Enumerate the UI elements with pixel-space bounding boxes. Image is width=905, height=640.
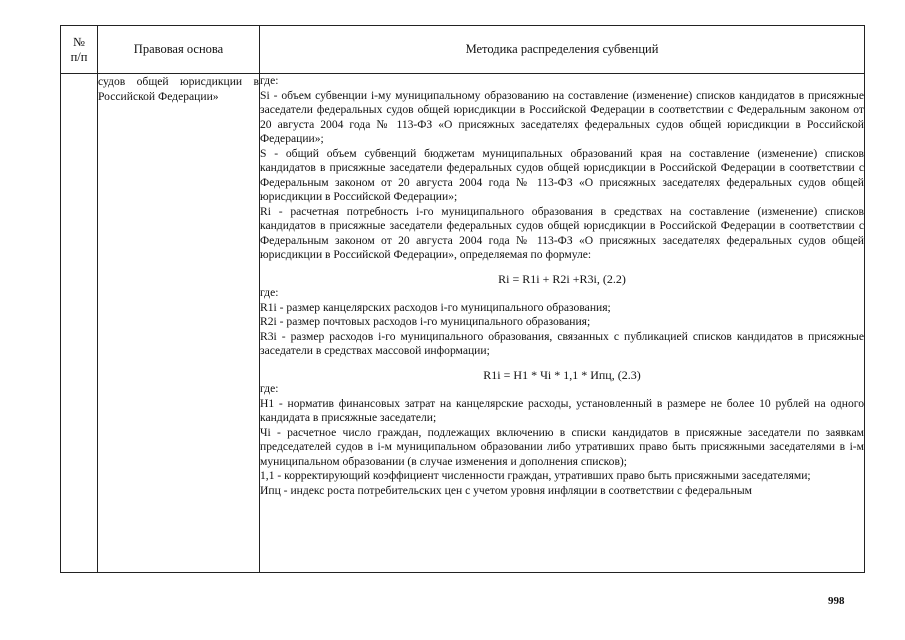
paragraph-r1i: R1i - размер канцелярских расходов i-го муниципального образования;	[260, 300, 611, 314]
table-row	[61, 74, 865, 573]
paragraph-where: где:	[260, 286, 279, 299]
paragraph-r3i: R3i - размер расходов i-го муниципального образования, связанных с публикацией списков кандидатов в присяжные заседатели в средствах массовой информации;	[260, 329, 864, 357]
paragraph-ri: Ri - расчетная потребность i-го муниципального образования в средствах на составление (изменение) списков кандидатов в присяжные заседатели федеральных судов общей юрисдикции в Российской Федерации в соответствии с Федеральным законом от 20 августа 2004 года № 113-ФЗ «О присяжных заседателях федеральных судов общей юрисдикции в Российской Федерации», определяемая по формуле:	[260, 204, 864, 261]
page-number: 998	[828, 595, 845, 607]
formula-2-2: Ri = R1i + R2i +R3i, (2.2)	[498, 271, 626, 286]
paragraph-ipc: Ипц - индекс роста потребительских цен с учетом уровня инфляции в соответствии с федеральным	[260, 483, 753, 497]
paragraph-si: Si - объем субвенции i-му муниципальному образованию на составление (изменение) списков кандидатов в присяжные заседатели федеральных судов общей юрисдикции в Российской Федерации в соответствии с Федеральным законом от 20 августа 2004 года № 113-ФЗ «О присяжных заседателях федеральных судов общей юрисдикции в Российской Федерации»;	[260, 88, 864, 145]
paragraph-where: где:	[260, 382, 279, 395]
paragraph-s: S - общий объем субвенций бюджетам муниципальных образований края на составление (изменение) списков кандидатов в присяжные заседатели федеральных судов общей юрисдикции в Российской Федерации в соответствии с Федеральным законом от 20 августа 2004 года № 113-ФЗ «О присяжных заседателях федеральных судов общей юрисдикции в Российской Федерации»;	[260, 146, 864, 203]
header-number	[61, 26, 98, 74]
paragraph-chi: Чi - расчетное число граждан, подлежащих включению в списки кандидатов в присяжные заседатели по заявкам председателей судов в i-м муниципальном образовании либо утративших право быть присяжными заседателями в i-м муниципальном образовании (в случае изменения и дополнения списков);	[260, 425, 864, 468]
spacer	[260, 359, 864, 368]
header-basis	[98, 26, 260, 74]
basis-text: судов общей юрисдикции в Российской Федерации»	[98, 75, 259, 103]
header-method	[260, 26, 865, 74]
table-header-row	[61, 26, 865, 74]
cell-method	[260, 74, 865, 573]
header-number-label: № п/п	[70, 34, 88, 64]
header-method-label: Методика распределения субвенций	[465, 42, 659, 56]
header-basis-label: Правовая основа	[133, 42, 224, 56]
cell-number	[61, 74, 98, 573]
cell-basis	[98, 74, 260, 573]
subvention-table	[60, 25, 865, 573]
formula-2-3: R1i = H1 * Чi * 1,1 * Ипц, (2.3)	[483, 367, 641, 382]
paragraph-where: где:	[260, 74, 279, 87]
paragraph-h1: H1 - норматив финансовых затрат на канцелярские расходы, установленный в размере не более 10 рублей на одного кандидата в присяжные заседатели;	[260, 396, 864, 424]
paragraph-coefficient: 1,1 - корректирующий коэффициент численности граждан, утративших право быть присяжными заседателями;	[260, 469, 811, 482]
paragraph-r2i: R2i - размер почтовых расходов i-го муниципального образования;	[260, 315, 591, 328]
